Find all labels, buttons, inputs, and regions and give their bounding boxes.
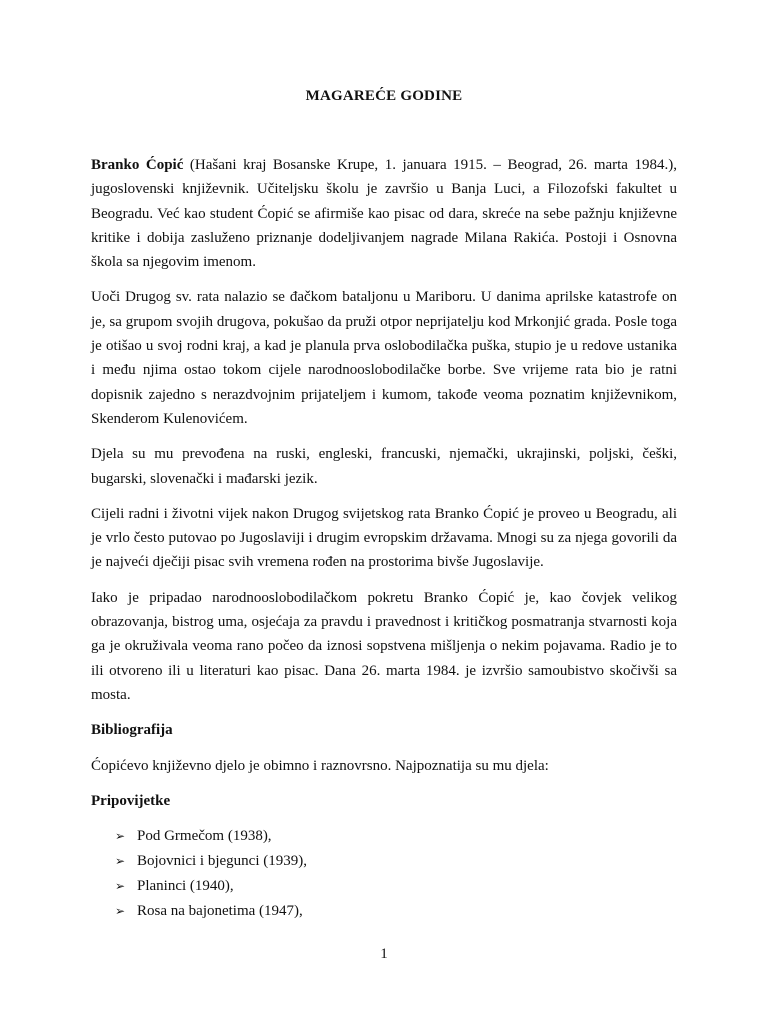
list-item	[115, 824, 677, 849]
intro-text: (Hašani kraj Bosanske Krupe, 1. januara 1915. – Beograd, 26. marta 1984.), jugoslovenski književnik. Učiteljsku školu je završio u Banja Luci, a Filozofski fakultet u Beogradu. Već kao student Ćopić se afirmiše kao pisac od dara, skreće na sebe pažnju književne kritike i dobija zasluženo priznanje dodeljivanjem nagrade Milana Rakića. Postoji i Osnovna škola sa njegovim imenom.	[91, 157, 677, 271]
list-item	[115, 899, 677, 924]
arrow-bullet-icon: ➢	[115, 879, 126, 894]
work-title: Bojovnici i bjegunci (1939),	[137, 853, 307, 870]
arrow-bullet-icon: ➢	[115, 829, 126, 844]
page-number: 1	[380, 946, 388, 962]
paragraph-life: Cijeli radni i životni vijek nakon Drugog svijetskog rata Branko Ćopić je proveo u Beogradu, ali je vrlo često putovao po Jugoslaviji i drugim evropskim državama. Mnogi su za njega govorili da je najveći dječiji pisac svih vremena rođen na prostorima bivše Jugoslavije.	[91, 505, 677, 571]
work-title: Planinci (1940),	[137, 878, 234, 895]
paragraph-war: Uoči Drugog sv. rata nalazio se đačkom bataljonu u Mariboru. U danima aprilske katastrofe on je, sa grupom svojih drugova, pokušao da pruži otpor neprijatelju kod Mrkonjić grada. Posle toga je otišao u svoj rodni kraj, a kad je planula prva oslobodilačka puška, stupio je u redove ustanika i među njima ostao tokom cijele narodnooslobodilačke borbe. Sve vrijeme rata bio je ratni dopisnik zajedno s nerazdvojnim prijateljem i kumom, takođe veoma poznatim književnikom, Skenderom Kulenovićem.	[91, 289, 677, 427]
paragraph-translations: Djela su mu prevođena na ruski, engleski, francuski, njemački, ukrajinski, poljski, češki, bugarski, slovenački i mađarski jezik.	[91, 446, 677, 487]
arrow-bullet-icon: ➢	[115, 904, 126, 919]
paragraph-death: Iako je pripadao narodnooslobodilačkom pokretu Branko Ćopić je, kao čovjek velikog obrazovanja, bistrog uma, osjećaja za pravdu i pravednost i kritičkog posmatranja stvarnosti koja ga je okruživala veoma rano počeo da iznosi sopstvena mišljenja o nekim pojavama. Radio je to ili otvoreno ili u literaturi kao pisac. Dana 26. marta 1984. je izvršio samoubistvo skočivši sa mosta.	[91, 589, 677, 703]
intro-paragraph	[91, 153, 677, 274]
bibliography-heading: Bibliografija	[91, 722, 173, 739]
author-name: Branko Ćopić	[91, 157, 184, 173]
work-title: Pod Grmečom (1938),	[137, 828, 272, 845]
works-list	[91, 824, 677, 924]
bibliography-intro: Ćopićevo književno djelo je obimno i raznovrsno. Najpoznatija su mu djela:	[91, 757, 549, 774]
list-item	[115, 849, 677, 874]
list-item	[115, 874, 677, 899]
stories-heading: Pripovijetke	[91, 792, 171, 809]
document-title: MAGAREĆE GODINE	[305, 88, 463, 104]
document-body	[91, 153, 677, 924]
arrow-bullet-icon: ➢	[115, 854, 126, 869]
work-title: Rosa na bajonetima (1947),	[137, 903, 303, 920]
